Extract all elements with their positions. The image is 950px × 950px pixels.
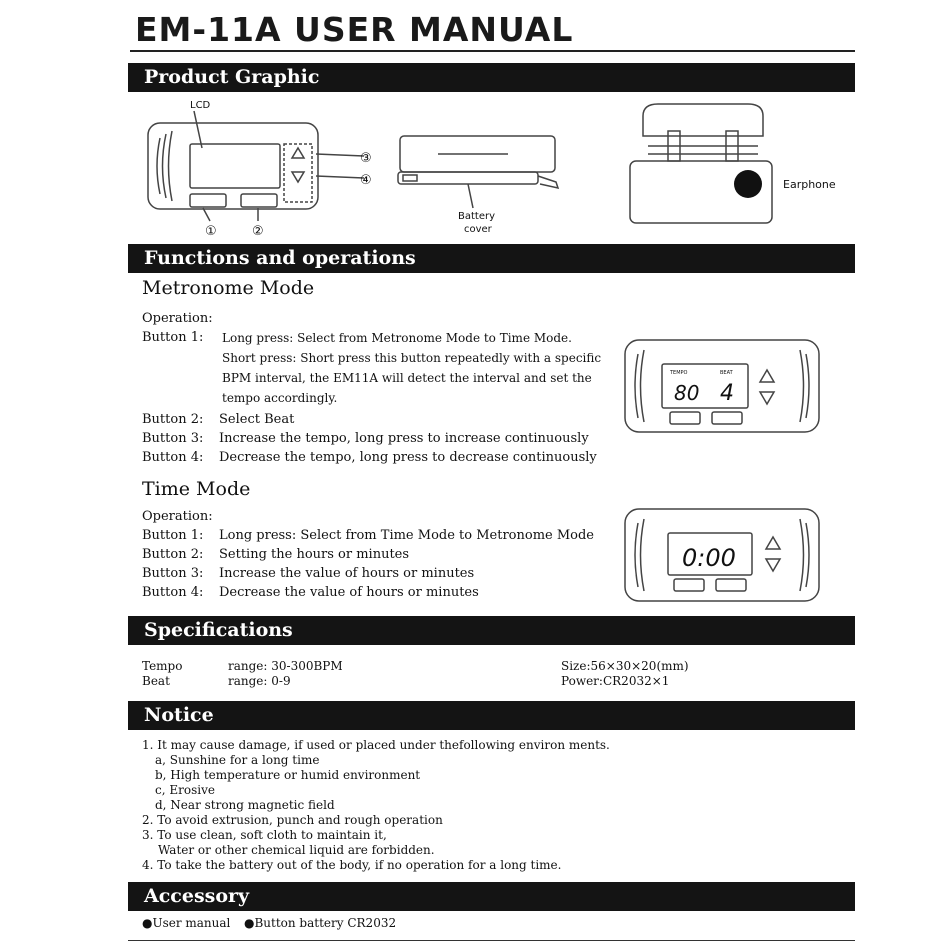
section-specifications: Specifications — [128, 616, 855, 645]
spec-beat-label: Beat — [142, 674, 170, 688]
spec-power: Power:CR2032×1 — [561, 674, 670, 688]
earphone-jack — [734, 170, 762, 198]
time-button3-label: Button 3: — [142, 566, 204, 581]
notice-line-2: a, Sunshine for a long time — [155, 753, 320, 767]
metronome-button1-line1: Long press: Select from Metronome Mode to Time Mode. — [222, 331, 572, 345]
button2-marker: ② — [252, 224, 264, 239]
section-notice: Notice — [128, 701, 855, 730]
spec-size: Size:56×30×20(mm) — [561, 659, 689, 673]
time-button4-text: Decrease the value of hours or minutes — [219, 585, 479, 600]
button3-marker: ③ — [360, 151, 372, 166]
metronome-button1-label: Button 1: — [142, 330, 204, 345]
time-button1-label: Button 1: — [142, 528, 204, 543]
battery-cover-label-1: Battery — [458, 211, 496, 222]
metronome-button3-text: Increase the tempo, long press to increase continuously — [219, 431, 589, 446]
metronome-button1-line3: BPM interval, the EM11A will detect the interval and set the — [222, 371, 592, 385]
lcd-tempo-label: TEMPO — [670, 370, 688, 376]
metronome-button1-line2: Short press: Short press this button repeatedly with a specific — [222, 351, 602, 365]
spec-tempo-value: range: 30-300BPM — [228, 659, 343, 673]
time-button3-text: Increase the value of hours or minutes — [219, 566, 475, 581]
metronome-button3-label: Button 3: — [142, 431, 204, 446]
notice-line-5: d, Near strong magnetic field — [155, 798, 335, 812]
device-side — [398, 136, 558, 208]
button4-marker: ④ — [360, 173, 372, 188]
time-button1-text: Long press: Select from Time Mode to Metronome Mode — [219, 528, 594, 543]
lcd-time-value: 0:00 — [682, 544, 736, 572]
metronome-button2-label: Button 2: — [142, 412, 204, 427]
product-graphic-illustration — [128, 96, 855, 242]
battery-cover-label-2: cover — [464, 224, 492, 235]
accessory-item-user-manual: ●User manual — [142, 916, 231, 930]
notice-line-8: Water or other chemical liquid are forbidden. — [158, 843, 435, 857]
bottom-divider — [128, 940, 855, 941]
page-title: EM-11A USER MANUAL — [135, 10, 574, 49]
metronome-operation-label: Operation: — [142, 311, 213, 326]
notice-line-1: 1. It may cause damage, if used or placed under thefollowing environ ments. — [142, 738, 610, 752]
notice-line-4: c, Erosive — [155, 783, 215, 797]
time-button4-label: Button 4: — [142, 585, 204, 600]
section-product-graphic: Product Graphic — [128, 63, 855, 92]
notice-line-9: 4. To take the battery out of the body, if no operation for a long time. — [142, 858, 562, 872]
time-button2-text: Setting the hours or minutes — [219, 547, 410, 562]
metronome-mode-heading: Metronome Mode — [142, 277, 315, 299]
time-mode-heading: Time Mode — [142, 478, 251, 500]
device-clip — [630, 104, 772, 223]
spec-beat-value: range: 0-9 — [228, 674, 291, 688]
device-front — [148, 111, 364, 221]
time-operation-label: Operation: — [142, 509, 213, 524]
time-button2-label: Button 2: — [142, 547, 204, 562]
notice-line-3: b, High temperature or humid environment — [155, 768, 421, 782]
metronome-button2-text: Select Beat — [219, 412, 295, 427]
section-functions: Functions and operations — [128, 244, 855, 273]
time-device-illustration — [622, 505, 822, 605]
notice-line-6: 2. To avoid extrusion, punch and rough operation — [142, 813, 443, 827]
button1-marker: ① — [205, 224, 217, 239]
title-underline — [130, 50, 855, 52]
notice-line-7: 3. To use clean, soft cloth to maintain it, — [142, 828, 387, 842]
metronome-device-illustration — [622, 336, 822, 436]
metronome-button4-label: Button 4: — [142, 450, 204, 465]
lcd-label: LCD — [190, 100, 211, 111]
lcd-tempo-value: 80 — [674, 381, 700, 405]
section-accessory: Accessory — [128, 882, 855, 911]
lcd-beat-value: 4 — [720, 381, 734, 406]
accessory-item-battery: ●Button battery CR2032 — [244, 916, 397, 930]
lcd-beat-label: BEAT — [720, 370, 733, 376]
metronome-button1-line4: tempo accordingly. — [222, 391, 338, 405]
earphone-label: Earphone — [783, 178, 836, 191]
spec-tempo-label: Tempo — [142, 659, 183, 673]
metronome-button4-text: Decrease the tempo, long press to decrease continuously — [219, 450, 597, 465]
